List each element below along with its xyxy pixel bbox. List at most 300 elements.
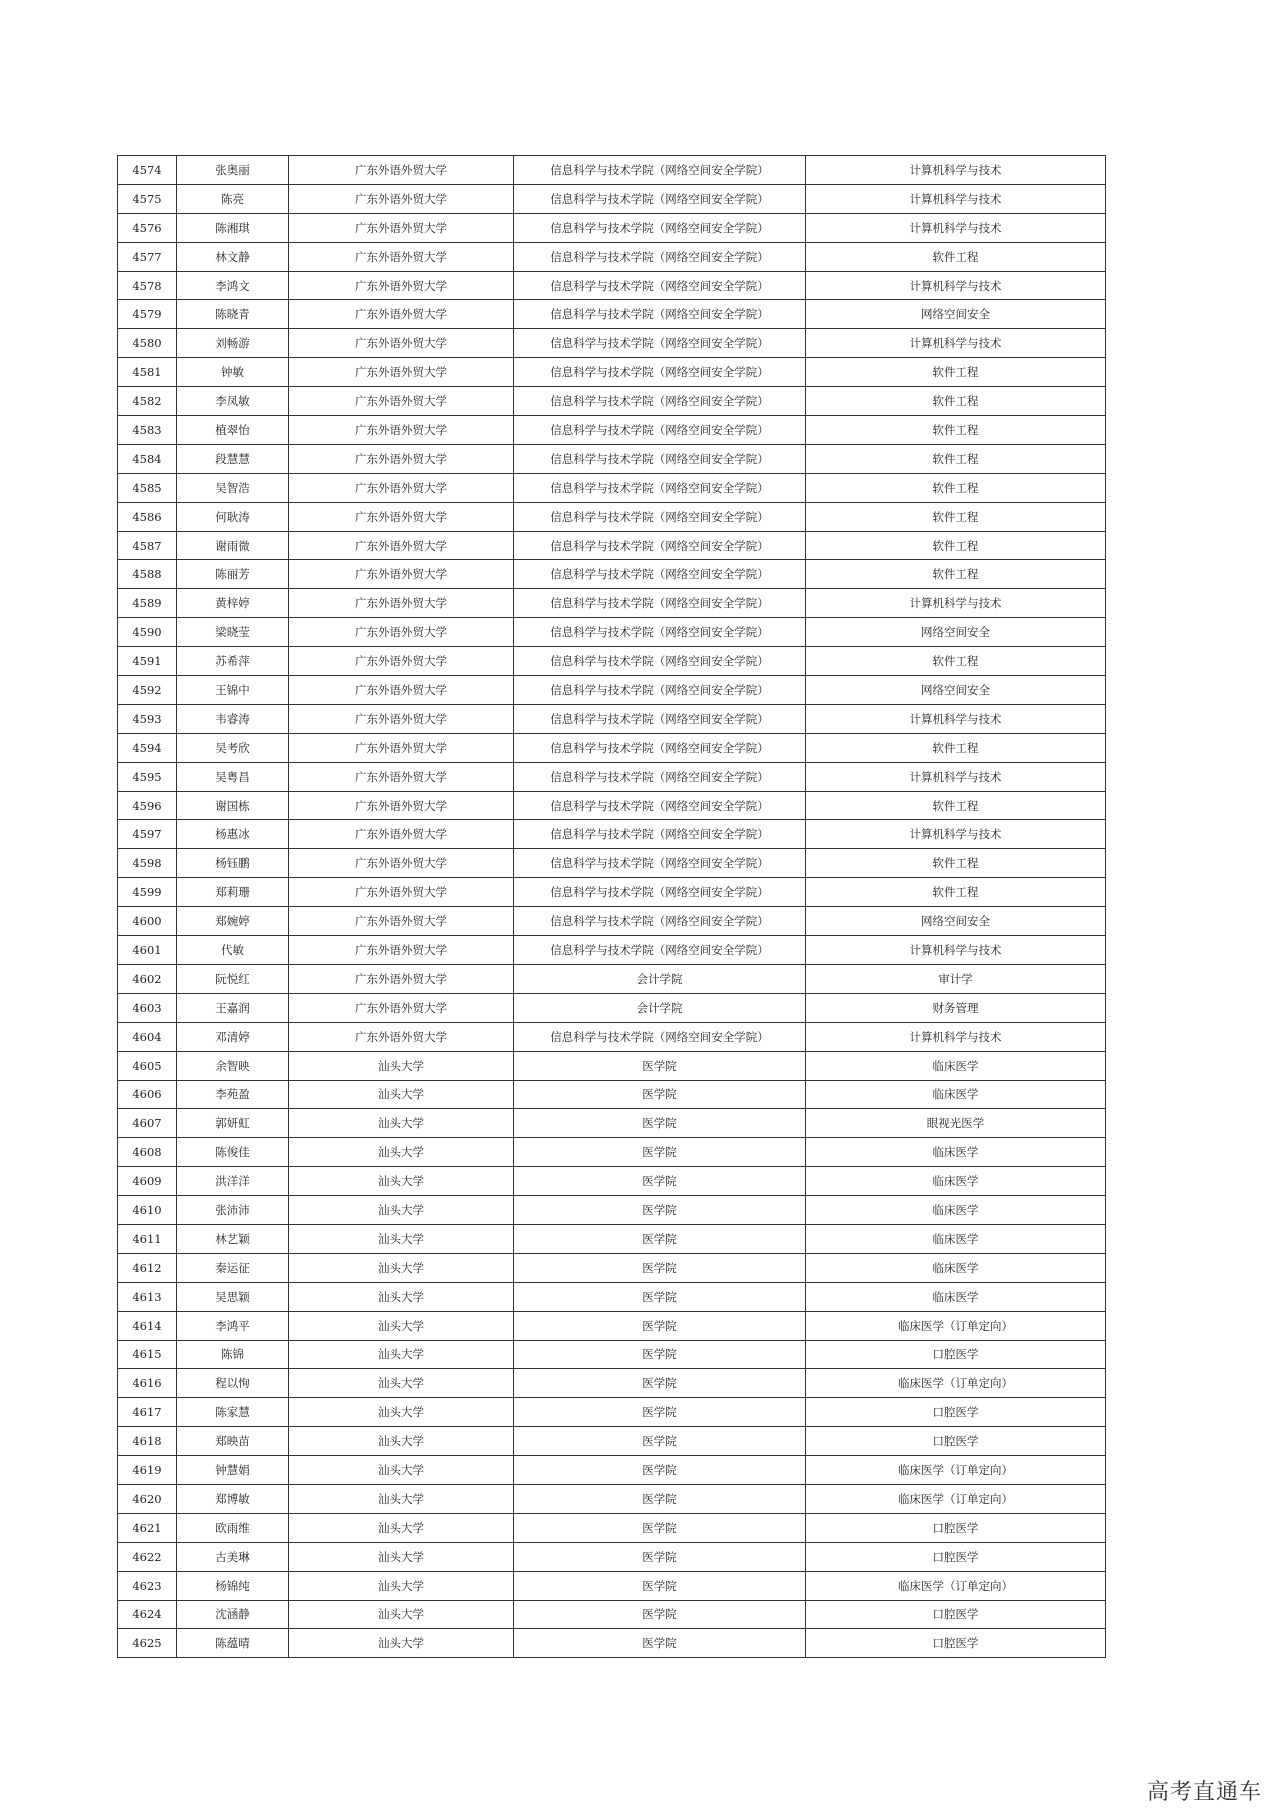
- major-cell: 软件工程: [806, 416, 1106, 445]
- table-row: [118, 618, 1106, 647]
- row-number-cell: 4619: [118, 1456, 177, 1485]
- table-row: [118, 329, 1106, 358]
- table-row: [118, 184, 1106, 213]
- major-cell: 软件工程: [806, 733, 1106, 762]
- university-cell: 广东外语外贸大学: [289, 762, 514, 791]
- row-number-cell: 4590: [118, 618, 177, 647]
- student-name-cell: 欧雨维: [177, 1513, 289, 1542]
- major-cell: 软件工程: [806, 647, 1106, 676]
- table-row: [118, 1427, 1106, 1456]
- university-cell: 广东外语外贸大学: [289, 1022, 514, 1051]
- university-cell: 广东外语外贸大学: [289, 329, 514, 358]
- college-cell: 医学院: [514, 1282, 806, 1311]
- student-name-cell: 段慧慧: [177, 444, 289, 473]
- university-cell: 汕头大学: [289, 1369, 514, 1398]
- college-cell: 医学院: [514, 1484, 806, 1513]
- row-number-cell: 4621: [118, 1513, 177, 1542]
- table-body: [118, 156, 1106, 1658]
- university-cell: 汕头大学: [289, 1282, 514, 1311]
- college-cell: 医学院: [514, 1427, 806, 1456]
- university-cell: 汕头大学: [289, 1484, 514, 1513]
- student-name-cell: 代敏: [177, 936, 289, 965]
- row-number-cell: 4605: [118, 1051, 177, 1080]
- table-row: [118, 704, 1106, 733]
- college-cell: 信息科学与技术学院（网络空间安全学院）: [514, 560, 806, 589]
- row-number-cell: 4577: [118, 242, 177, 271]
- university-cell: 汕头大学: [289, 1224, 514, 1253]
- student-name-cell: 陈亮: [177, 184, 289, 213]
- college-cell: 信息科学与技术学院（网络空间安全学院）: [514, 849, 806, 878]
- college-cell: 信息科学与技术学院（网络空间安全学院）: [514, 531, 806, 560]
- table-row: [118, 878, 1106, 907]
- row-number-cell: 4615: [118, 1340, 177, 1369]
- student-name-cell: 黄梓婷: [177, 589, 289, 618]
- major-cell: 口腔医学: [806, 1340, 1106, 1369]
- major-cell: 临床医学（订单定向）: [806, 1571, 1106, 1600]
- student-name-cell: 张奥丽: [177, 156, 289, 185]
- college-cell: 信息科学与技术学院（网络空间安全学院）: [514, 820, 806, 849]
- college-cell: 信息科学与技术学院（网络空间安全学院）: [514, 444, 806, 473]
- student-name-cell: 苏希萍: [177, 647, 289, 676]
- college-cell: 医学院: [514, 1542, 806, 1571]
- major-cell: 临床医学（订单定向）: [806, 1456, 1106, 1485]
- student-name-cell: 林文静: [177, 242, 289, 271]
- university-cell: 广东外语外贸大学: [289, 300, 514, 329]
- student-name-cell: 邓清婷: [177, 1022, 289, 1051]
- row-number-cell: 4589: [118, 589, 177, 618]
- table-row: [118, 502, 1106, 531]
- student-name-cell: 阮悦红: [177, 964, 289, 993]
- row-number-cell: 4603: [118, 993, 177, 1022]
- row-number-cell: 4608: [118, 1138, 177, 1167]
- student-name-cell: 洪洋洋: [177, 1167, 289, 1196]
- major-cell: 网络空间安全: [806, 907, 1106, 936]
- college-cell: 医学院: [514, 1340, 806, 1369]
- university-cell: 广东外语外贸大学: [289, 878, 514, 907]
- university-cell: 广东外语外贸大学: [289, 647, 514, 676]
- college-cell: 信息科学与技术学院（网络空间安全学院）: [514, 704, 806, 733]
- college-cell: 医学院: [514, 1051, 806, 1080]
- major-cell: 软件工程: [806, 531, 1106, 560]
- student-name-cell: 陈湘琪: [177, 213, 289, 242]
- major-cell: 临床医学（订单定向）: [806, 1484, 1106, 1513]
- major-cell: 口腔医学: [806, 1629, 1106, 1658]
- table-row: [118, 993, 1106, 1022]
- college-cell: 信息科学与技术学院（网络空间安全学院）: [514, 184, 806, 213]
- university-cell: 广东外语外贸大学: [289, 791, 514, 820]
- table-row: [118, 1513, 1106, 1542]
- student-name-cell: 李鸿文: [177, 271, 289, 300]
- row-number-cell: 4612: [118, 1253, 177, 1282]
- table-row: [118, 1080, 1106, 1109]
- table-row: [118, 416, 1106, 445]
- table-row: [118, 1369, 1106, 1398]
- university-cell: 广东外语外贸大学: [289, 387, 514, 416]
- university-cell: 广东外语外贸大学: [289, 358, 514, 387]
- university-cell: 广东外语外贸大学: [289, 589, 514, 618]
- college-cell: 信息科学与技术学院（网络空间安全学院）: [514, 791, 806, 820]
- university-cell: 广东外语外贸大学: [289, 156, 514, 185]
- student-name-cell: 郑婉婷: [177, 907, 289, 936]
- major-cell: 口腔医学: [806, 1542, 1106, 1571]
- table-row: [118, 560, 1106, 589]
- college-cell: 信息科学与技术学院（网络空间安全学院）: [514, 329, 806, 358]
- major-cell: 临床医学: [806, 1167, 1106, 1196]
- college-cell: 信息科学与技术学院（网络空间安全学院）: [514, 156, 806, 185]
- university-cell: 广东外语外贸大学: [289, 444, 514, 473]
- student-name-cell: 王嘉润: [177, 993, 289, 1022]
- row-number-cell: 4616: [118, 1369, 177, 1398]
- table-row: [118, 1571, 1106, 1600]
- table-row: [118, 907, 1106, 936]
- university-cell: 广东外语外贸大学: [289, 733, 514, 762]
- major-cell: 审计学: [806, 964, 1106, 993]
- row-number-cell: 4617: [118, 1398, 177, 1427]
- student-name-cell: 杨惠冰: [177, 820, 289, 849]
- major-cell: 临床医学: [806, 1080, 1106, 1109]
- university-cell: 汕头大学: [289, 1340, 514, 1369]
- university-cell: 汕头大学: [289, 1542, 514, 1571]
- row-number-cell: 4597: [118, 820, 177, 849]
- row-number-cell: 4580: [118, 329, 177, 358]
- major-cell: 网络空间安全: [806, 676, 1106, 705]
- major-cell: 软件工程: [806, 387, 1106, 416]
- row-number-cell: 4607: [118, 1109, 177, 1138]
- major-cell: 软件工程: [806, 878, 1106, 907]
- university-cell: 汕头大学: [289, 1513, 514, 1542]
- major-cell: 计算机科学与技术: [806, 184, 1106, 213]
- major-cell: 口腔医学: [806, 1427, 1106, 1456]
- admission-list-table: [117, 155, 1106, 1658]
- table-row: [118, 1542, 1106, 1571]
- major-cell: 软件工程: [806, 849, 1106, 878]
- row-number-cell: 4606: [118, 1080, 177, 1109]
- row-number-cell: 4622: [118, 1542, 177, 1571]
- college-cell: 医学院: [514, 1600, 806, 1629]
- row-number-cell: 4576: [118, 213, 177, 242]
- college-cell: 信息科学与技术学院（网络空间安全学院）: [514, 907, 806, 936]
- major-cell: 临床医学（订单定向）: [806, 1311, 1106, 1340]
- row-number-cell: 4596: [118, 791, 177, 820]
- row-number-cell: 4587: [118, 531, 177, 560]
- table-row: [118, 444, 1106, 473]
- table-row: [118, 849, 1106, 878]
- university-cell: 广东外语外贸大学: [289, 184, 514, 213]
- major-cell: 计算机科学与技术: [806, 271, 1106, 300]
- major-cell: 计算机科学与技术: [806, 329, 1106, 358]
- university-cell: 汕头大学: [289, 1427, 514, 1456]
- student-name-cell: 陈俊佳: [177, 1138, 289, 1167]
- university-cell: 广东外语外贸大学: [289, 502, 514, 531]
- college-cell: 信息科学与技术学院（网络空间安全学院）: [514, 242, 806, 271]
- student-name-cell: 谢雨微: [177, 531, 289, 560]
- table-row: [118, 213, 1106, 242]
- row-number-cell: 4614: [118, 1311, 177, 1340]
- student-name-cell: 杨钰鹏: [177, 849, 289, 878]
- student-name-cell: 陈丽芳: [177, 560, 289, 589]
- row-number-cell: 4604: [118, 1022, 177, 1051]
- row-number-cell: 4601: [118, 936, 177, 965]
- university-cell: 广东外语外贸大学: [289, 560, 514, 589]
- college-cell: 医学院: [514, 1571, 806, 1600]
- college-cell: 信息科学与技术学院（网络空间安全学院）: [514, 647, 806, 676]
- row-number-cell: 4624: [118, 1600, 177, 1629]
- university-cell: 广东外语外贸大学: [289, 676, 514, 705]
- row-number-cell: 4625: [118, 1629, 177, 1658]
- student-name-cell: 王锦中: [177, 676, 289, 705]
- row-number-cell: 4586: [118, 502, 177, 531]
- college-cell: 信息科学与技术学院（网络空间安全学院）: [514, 878, 806, 907]
- row-number-cell: 4575: [118, 184, 177, 213]
- university-cell: 广东外语外贸大学: [289, 271, 514, 300]
- student-name-cell: 郑博敏: [177, 1484, 289, 1513]
- row-number-cell: 4579: [118, 300, 177, 329]
- college-cell: 会计学院: [514, 993, 806, 1022]
- row-number-cell: 4611: [118, 1224, 177, 1253]
- university-cell: 汕头大学: [289, 1167, 514, 1196]
- major-cell: 计算机科学与技术: [806, 156, 1106, 185]
- student-name-cell: 钟慧娟: [177, 1456, 289, 1485]
- student-name-cell: 古美琳: [177, 1542, 289, 1571]
- college-cell: 医学院: [514, 1196, 806, 1225]
- college-cell: 医学院: [514, 1253, 806, 1282]
- table-row: [118, 647, 1106, 676]
- table-row: [118, 300, 1106, 329]
- college-cell: 医学院: [514, 1369, 806, 1398]
- row-number-cell: 4583: [118, 416, 177, 445]
- university-cell: 汕头大学: [289, 1398, 514, 1427]
- college-cell: 信息科学与技术学院（网络空间安全学院）: [514, 502, 806, 531]
- college-cell: 医学院: [514, 1167, 806, 1196]
- row-number-cell: 4620: [118, 1484, 177, 1513]
- table-row: [118, 271, 1106, 300]
- university-cell: 汕头大学: [289, 1109, 514, 1138]
- university-cell: 广东外语外贸大学: [289, 531, 514, 560]
- row-number-cell: 4592: [118, 676, 177, 705]
- major-cell: 临床医学: [806, 1196, 1106, 1225]
- college-cell: 医学院: [514, 1629, 806, 1658]
- major-cell: 临床医学: [806, 1253, 1106, 1282]
- college-cell: 医学院: [514, 1224, 806, 1253]
- major-cell: 网络空间安全: [806, 300, 1106, 329]
- major-cell: 眼视光医学: [806, 1109, 1106, 1138]
- student-name-cell: 吴思颖: [177, 1282, 289, 1311]
- college-cell: 信息科学与技术学院（网络空间安全学院）: [514, 213, 806, 242]
- college-cell: 信息科学与技术学院（网络空间安全学院）: [514, 618, 806, 647]
- university-cell: 汕头大学: [289, 1196, 514, 1225]
- major-cell: 软件工程: [806, 560, 1106, 589]
- row-number-cell: 4609: [118, 1167, 177, 1196]
- row-number-cell: 4591: [118, 647, 177, 676]
- table-row: [118, 1629, 1106, 1658]
- college-cell: 信息科学与技术学院（网络空间安全学院）: [514, 589, 806, 618]
- row-number-cell: 4618: [118, 1427, 177, 1456]
- table-row: [118, 1022, 1106, 1051]
- college-cell: 信息科学与技术学院（网络空间安全学院）: [514, 358, 806, 387]
- university-cell: 广东外语外贸大学: [289, 964, 514, 993]
- student-name-cell: 陈家慧: [177, 1398, 289, 1427]
- university-cell: 广东外语外贸大学: [289, 213, 514, 242]
- student-name-cell: 吴粤昌: [177, 762, 289, 791]
- table-row: [118, 733, 1106, 762]
- major-cell: 口腔医学: [806, 1513, 1106, 1542]
- student-name-cell: 陈晓青: [177, 300, 289, 329]
- table-row: [118, 1167, 1106, 1196]
- student-name-cell: 陈蕴晴: [177, 1629, 289, 1658]
- row-number-cell: 4610: [118, 1196, 177, 1225]
- college-cell: 会计学院: [514, 964, 806, 993]
- major-cell: 财务管理: [806, 993, 1106, 1022]
- university-cell: 广东外语外贸大学: [289, 242, 514, 271]
- table-row: [118, 1282, 1106, 1311]
- major-cell: 计算机科学与技术: [806, 213, 1106, 242]
- major-cell: 口腔医学: [806, 1600, 1106, 1629]
- major-cell: 软件工程: [806, 242, 1106, 271]
- university-cell: 汕头大学: [289, 1629, 514, 1658]
- college-cell: 信息科学与技术学院（网络空间安全学院）: [514, 387, 806, 416]
- university-cell: 汕头大学: [289, 1571, 514, 1600]
- student-name-cell: 吴考欣: [177, 733, 289, 762]
- college-cell: 信息科学与技术学院（网络空间安全学院）: [514, 676, 806, 705]
- major-cell: 口腔医学: [806, 1398, 1106, 1427]
- college-cell: 医学院: [514, 1109, 806, 1138]
- university-cell: 广东外语外贸大学: [289, 416, 514, 445]
- college-cell: 信息科学与技术学院（网络空间安全学院）: [514, 473, 806, 502]
- student-name-cell: 李凤敏: [177, 387, 289, 416]
- table-row: [118, 1311, 1106, 1340]
- row-number-cell: 4599: [118, 878, 177, 907]
- college-cell: 医学院: [514, 1513, 806, 1542]
- university-cell: 汕头大学: [289, 1600, 514, 1629]
- row-number-cell: 4600: [118, 907, 177, 936]
- row-number-cell: 4595: [118, 762, 177, 791]
- table-row: [118, 820, 1106, 849]
- university-cell: 广东外语外贸大学: [289, 618, 514, 647]
- row-number-cell: 4578: [118, 271, 177, 300]
- college-cell: 信息科学与技术学院（网络空间安全学院）: [514, 1022, 806, 1051]
- university-cell: 汕头大学: [289, 1456, 514, 1485]
- university-cell: 广东外语外贸大学: [289, 936, 514, 965]
- major-cell: 计算机科学与技术: [806, 936, 1106, 965]
- table-row: [118, 1224, 1106, 1253]
- college-cell: 医学院: [514, 1080, 806, 1109]
- major-cell: 软件工程: [806, 502, 1106, 531]
- table-row: [118, 1253, 1106, 1282]
- major-cell: 软件工程: [806, 473, 1106, 502]
- table-row: [118, 1109, 1106, 1138]
- table-row: [118, 156, 1106, 185]
- major-cell: 软件工程: [806, 791, 1106, 820]
- table-row: [118, 473, 1106, 502]
- major-cell: 计算机科学与技术: [806, 589, 1106, 618]
- major-cell: 计算机科学与技术: [806, 820, 1106, 849]
- row-number-cell: 4613: [118, 1282, 177, 1311]
- student-name-cell: 陈锦: [177, 1340, 289, 1369]
- student-name-cell: 吴智浩: [177, 473, 289, 502]
- student-name-cell: 张沛沛: [177, 1196, 289, 1225]
- row-number-cell: 4598: [118, 849, 177, 878]
- college-cell: 医学院: [514, 1456, 806, 1485]
- table-row: [118, 358, 1106, 387]
- table-row: [118, 531, 1106, 560]
- college-cell: 信息科学与技术学院（网络空间安全学院）: [514, 762, 806, 791]
- table-row: [118, 676, 1106, 705]
- watermark-text: 高考直通车: [1146, 1780, 1262, 1805]
- table-row: [118, 964, 1106, 993]
- student-name-cell: 郑莉珊: [177, 878, 289, 907]
- student-name-cell: 余智映: [177, 1051, 289, 1080]
- student-name-cell: 植翠怡: [177, 416, 289, 445]
- college-cell: 信息科学与技术学院（网络空间安全学院）: [514, 416, 806, 445]
- table-row: [118, 1196, 1106, 1225]
- college-cell: 医学院: [514, 1311, 806, 1340]
- table-row: [118, 1484, 1106, 1513]
- table-row: [118, 1456, 1106, 1485]
- row-number-cell: 4594: [118, 733, 177, 762]
- university-cell: 广东外语外贸大学: [289, 907, 514, 936]
- student-name-cell: 李苑盈: [177, 1080, 289, 1109]
- student-name-cell: 谢国栋: [177, 791, 289, 820]
- table-row: [118, 762, 1106, 791]
- major-cell: 网络空间安全: [806, 618, 1106, 647]
- student-name-cell: 刘畅游: [177, 329, 289, 358]
- university-cell: 汕头大学: [289, 1138, 514, 1167]
- table-row: [118, 791, 1106, 820]
- major-cell: 软件工程: [806, 358, 1106, 387]
- university-cell: 汕头大学: [289, 1080, 514, 1109]
- row-number-cell: 4584: [118, 444, 177, 473]
- table-row: [118, 589, 1106, 618]
- row-number-cell: 4581: [118, 358, 177, 387]
- student-name-cell: 郑映苗: [177, 1427, 289, 1456]
- table-row: [118, 1051, 1106, 1080]
- table-row: [118, 1600, 1106, 1629]
- college-cell: 信息科学与技术学院（网络空间安全学院）: [514, 936, 806, 965]
- major-cell: 临床医学: [806, 1051, 1106, 1080]
- table-row: [118, 242, 1106, 271]
- student-name-cell: 钟敏: [177, 358, 289, 387]
- row-number-cell: 4582: [118, 387, 177, 416]
- student-name-cell: 郭妍虹: [177, 1109, 289, 1138]
- row-number-cell: 4623: [118, 1571, 177, 1600]
- table-row: [118, 1340, 1106, 1369]
- row-number-cell: 4588: [118, 560, 177, 589]
- major-cell: 临床医学: [806, 1224, 1106, 1253]
- row-number-cell: 4593: [118, 704, 177, 733]
- student-name-cell: 何耿涛: [177, 502, 289, 531]
- university-cell: 广东外语外贸大学: [289, 849, 514, 878]
- student-name-cell: 程以恂: [177, 1369, 289, 1398]
- college-cell: 医学院: [514, 1138, 806, 1167]
- major-cell: 计算机科学与技术: [806, 704, 1106, 733]
- major-cell: 临床医学: [806, 1282, 1106, 1311]
- student-name-cell: 韦睿涛: [177, 704, 289, 733]
- student-name-cell: 秦运征: [177, 1253, 289, 1282]
- table-row: [118, 936, 1106, 965]
- student-name-cell: 李鸿平: [177, 1311, 289, 1340]
- college-cell: 信息科学与技术学院（网络空间安全学院）: [514, 733, 806, 762]
- student-name-cell: 杨锦纯: [177, 1571, 289, 1600]
- college-cell: 医学院: [514, 1398, 806, 1427]
- table-row: [118, 387, 1106, 416]
- major-cell: 计算机科学与技术: [806, 1022, 1106, 1051]
- college-cell: 信息科学与技术学院（网络空间安全学院）: [514, 271, 806, 300]
- row-number-cell: 4585: [118, 473, 177, 502]
- college-cell: 信息科学与技术学院（网络空间安全学院）: [514, 300, 806, 329]
- table-row: [118, 1138, 1106, 1167]
- university-cell: 广东外语外贸大学: [289, 473, 514, 502]
- major-cell: 临床医学（订单定向）: [806, 1369, 1106, 1398]
